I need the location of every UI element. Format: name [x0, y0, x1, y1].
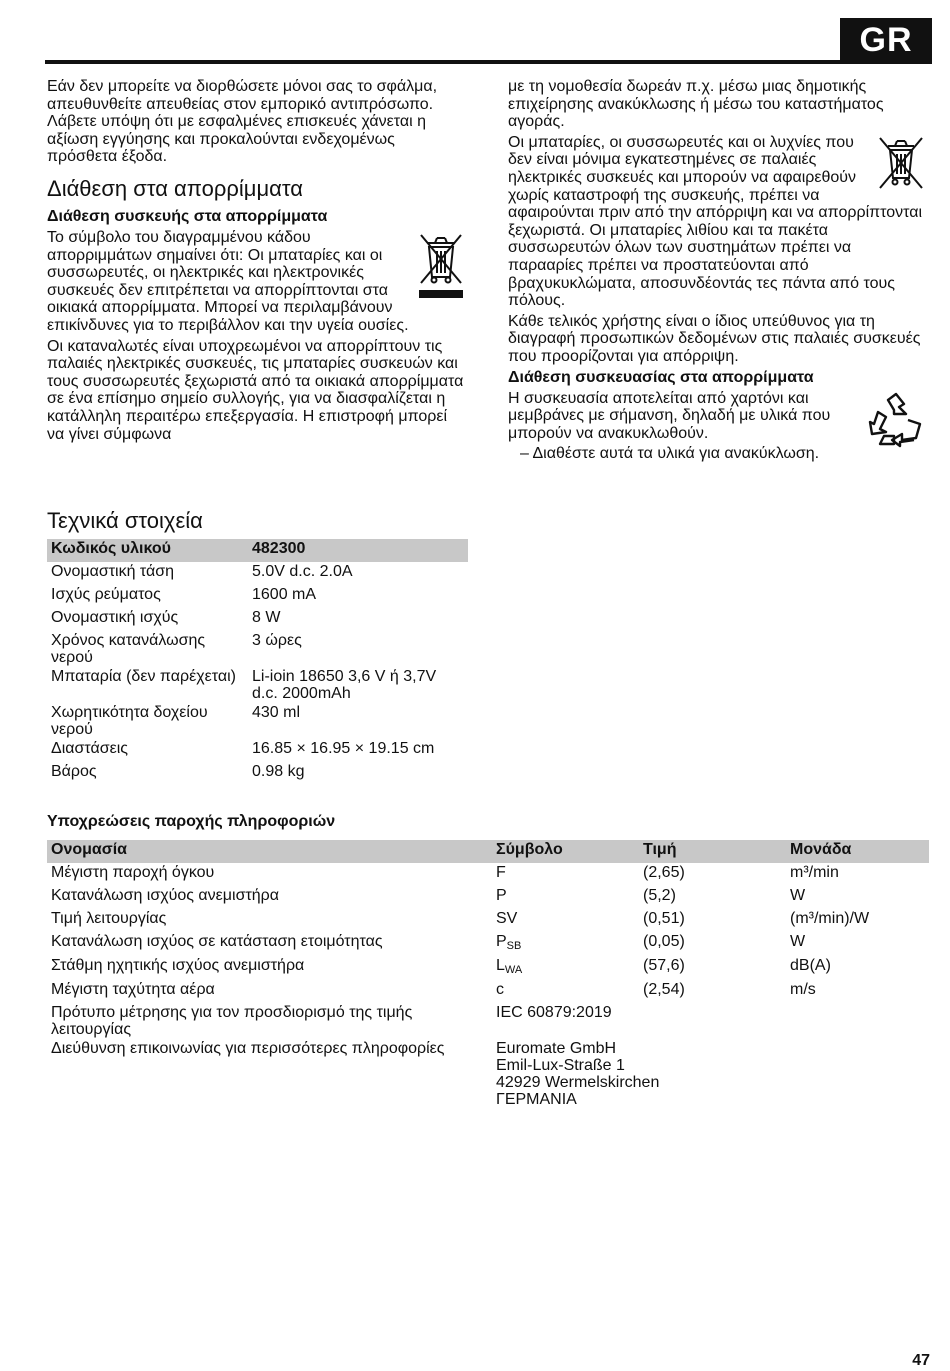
- language-tab: GR: [840, 18, 932, 62]
- row-unit: m³/min: [790, 864, 839, 881]
- row-value: (57,6): [643, 957, 685, 974]
- enduser-paragraph: Κάθε τελικός χρήστης είναι ο ίδιος υπεύθυνος για τη διαγραφή προσωπικών δεδομένων στις παλαιές συσκευές που προορίζονται για απόρριψη.: [508, 312, 921, 365]
- col-header-value: Τιμή: [643, 841, 677, 858]
- row-value: (5,2): [643, 887, 676, 904]
- table-row: [47, 762, 468, 785]
- table-row: [47, 1039, 929, 1109]
- packaging-paragraph: Η συσκευασία αποτελείται από χαρτόνι και μεμβράνες με σήμανση, δηλαδή με υλικά που μπορούν να ανακυκλωθούν.: [508, 389, 831, 442]
- information-obligations-title: Υποχρεώσεις παροχής πληροφοριών: [47, 813, 336, 830]
- address-line: ΓΕΡΜΑΝΙΑ: [496, 1091, 577, 1108]
- spec-value: 16.85 × 16.95 × 19.15 cm: [252, 740, 435, 757]
- table-row: [47, 956, 929, 980]
- packaging-title: Διάθεση συσκευασίας στα απορρίμματα: [508, 368, 814, 386]
- spec-value: 1600 mA: [252, 586, 317, 603]
- address-line: Euromate GmbH: [496, 1040, 617, 1057]
- spec-value: 3 ώρες: [252, 632, 302, 649]
- row-unit: m/s: [790, 981, 816, 998]
- table-row: [47, 1003, 929, 1039]
- table-row: [47, 667, 468, 703]
- spec-label: Ισχύς ρεύματος: [51, 586, 161, 603]
- symbol-subscript: WA: [504, 964, 523, 976]
- disposal-title: Διάθεση στα απορρίμματα: [47, 175, 303, 201]
- row-name: Τιμή λειτουργίας: [51, 910, 167, 927]
- table-row: [47, 703, 468, 739]
- spec-value: 8 W: [252, 609, 281, 626]
- row-value: (0,05): [643, 933, 685, 950]
- spec-label: Χρόνος κατανάλωσης νερού: [51, 632, 206, 666]
- crossed-bin-icon-2: [874, 134, 928, 197]
- symbol-text: P: [496, 933, 507, 950]
- page-number: 47: [912, 1352, 930, 1369]
- table-row: [47, 909, 929, 932]
- symbol-text: F: [496, 864, 506, 881]
- spec-label: Μπαταρία (δεν παρέχεται): [51, 668, 236, 685]
- spec-value: 0.98 kg: [252, 763, 305, 780]
- row-unit: W: [790, 887, 806, 904]
- standard-value: IEC 60879:2019: [496, 1004, 612, 1021]
- row-unit: dB(A): [790, 957, 831, 974]
- row-name: Στάθμη ηχητικής ισχύος ανεμιστήρα: [51, 957, 305, 974]
- batteries-paragraph: Οι μπαταρίες, οι συσσωρευτές και οι λυχνίες που δεν είναι μόνιμα εγκατεστημένες σε παλαιές ηλεκτρικές συσκευές και μπορούν να αφαιρεθούν χωρίς καταστροφή της συσκευής, πρέπει να αφαιρούνται πριν από την απόρριψη και να απορρίπτονται ξεχωριστά. Οι μπαταρίες λιθίου και τα πακέτα συσσωρευτών όλων των συστημάτων πρέπει να παρααρίες πρέπει να προστατεύονται από βραχυκυκλώματα, αποσυνδέοντάς τες πάντα από τους πόλους.: [508, 133, 923, 310]
- symbol-text: L: [496, 957, 505, 974]
- row-value: (2,65): [643, 864, 685, 881]
- address-line: 42929 Wermelskirchen: [496, 1074, 660, 1091]
- spec-value: 430 ml: [252, 704, 301, 721]
- row-value: (0,51): [643, 910, 685, 927]
- table-row: [47, 886, 929, 909]
- information-obligations-section: [47, 813, 929, 1109]
- continuation-paragraph: με τη νομοθεσία δωρεάν π.χ. μέσω μιας δημοτικής επιχείρησης ανακύκλωσης ή μέσω του καταστήματος αγοράς.: [508, 78, 884, 131]
- address-line: Emil-Lux-Straße 1: [496, 1057, 625, 1074]
- symbol-text: SV: [496, 910, 518, 927]
- row-symbol: [492, 932, 639, 956]
- information-table: [47, 840, 929, 1109]
- table-row: [47, 585, 468, 608]
- contact-label: Διεύθυνση επικοινωνίας για περισσότερες πληροφορίες: [51, 1040, 445, 1057]
- row-name: Κατανάλωση ισχύος ανεμιστήρα: [51, 887, 280, 904]
- symbol-text: c: [496, 981, 504, 998]
- recycle-instruction: – Διαθέστε αυτά τα υλικά για ανακύκλωση.: [520, 445, 820, 463]
- row-unit: (m³/min)/W: [790, 910, 870, 927]
- row-symbol: [492, 863, 639, 886]
- row-unit: W: [790, 933, 806, 950]
- row-symbol: [492, 956, 639, 980]
- row-value: (2,54): [643, 981, 685, 998]
- table-row: [47, 608, 468, 631]
- technical-data-title: Τεχνικά στοιχεία: [47, 508, 203, 533]
- table-row: [47, 863, 929, 886]
- col-header-name: Ονομασία: [51, 841, 127, 858]
- left-column: [47, 78, 467, 446]
- spec-value: Li-ioin 18650 3,6 V ή 3,7V d.c. 2000mAh: [252, 668, 437, 702]
- table-header-row: [47, 840, 929, 863]
- spec-label: Ονομαστική τάση: [51, 563, 175, 580]
- recycle-icon: [864, 390, 928, 455]
- row-name: Μέγιστη παροχή όγκου: [51, 864, 215, 881]
- bin-paragraph: Το σύμβολο του διαγραμμένου κάδου απορριμμάτων σημαίνει ότι: Οι μπαταρίες και οι συσσωρευτές, οι ηλεκτρικές και ηλεκτρονικές συσκευές δεν επιτρέπεται να απορρίπτονται στα οικιακά απορρίμματα. Μπορεί να περιλαμβάνουν επικίνδυνες για το περιβάλλον και την υγεία ουσίες.: [47, 228, 409, 334]
- symbol-subscript: SB: [506, 940, 522, 952]
- technical-data-table: [47, 539, 468, 785]
- right-column: [508, 78, 928, 466]
- intro-paragraph: Εάν δεν μπορείτε να διορθώσετε μόνοι σας το σφάλμα, απευθυνθείτε απευθείας στον εμπορικό αντιπρόσωπο. Λάβετε υπόψη ότι με εσφαλμένες επισκευές χάνεται η αξίωση εγγύησης και προκαλούνται ενδεχομένως πρόσθετα έξοδα.: [47, 78, 438, 166]
- contact-address: [492, 1039, 929, 1109]
- device-disposal-title: Διάθεση συσκευής στα απορρίμματα: [47, 207, 328, 225]
- table-row: [47, 562, 468, 585]
- row-symbol: [492, 980, 639, 1003]
- spec-label: Βάρος: [51, 763, 97, 780]
- spec-value: 5.0V d.c. 2.0A: [252, 563, 353, 580]
- table-row: [47, 631, 468, 667]
- crossed-bin-icon: [415, 229, 467, 306]
- material-code-value: 482300: [252, 540, 306, 557]
- top-rule: [45, 60, 932, 64]
- recycle-instruction-text: Διαθέστε αυτά τα υλικά για ανακύκλωση.: [532, 445, 820, 463]
- row-name: Μέγιστη ταχύτητα αέρα: [51, 981, 215, 998]
- spec-label: Διαστάσεις: [51, 740, 128, 757]
- material-code-label: Κωδικός υλικού: [51, 540, 171, 557]
- table-row: [47, 932, 929, 956]
- row-symbol: [492, 909, 639, 932]
- col-header-unit: Μονάδα: [790, 841, 852, 858]
- standard-label: Πρότυπο μέτρησης για τον προσδιορισμό της τιμής λειτουργίας: [51, 1004, 413, 1038]
- consumers-paragraph: Οι καταναλωτές είναι υποχρεωμένοι να απορρίπτουν τις παλαιές ηλεκτρικές συσκευές, τις μπαταρίες συσκευών και τους συσσωρευτές ξεχωριστά από τα οικιακά απορρίμματα σε ένα επίσημο σημείο συλλογής, για να διασφαλίζεται η κατάλληλη περαιτέρω επεξεργασία. Η επιστροφή μπορεί να γίνει σύμφωνα: [47, 337, 464, 443]
- row-name: Κατανάλωση ισχύος σε κατάσταση ετοιμότητας: [51, 933, 383, 950]
- table-header-row: [47, 539, 468, 562]
- table-row: [47, 980, 929, 1003]
- row-symbol: [492, 886, 639, 909]
- symbol-text: P: [496, 887, 507, 904]
- technical-data-section: [47, 508, 468, 785]
- spec-label: Χωρητικότητα δοχείου νερού: [51, 704, 208, 738]
- spec-label: Ονομαστική ισχύς: [51, 609, 179, 626]
- col-header-symbol: Σύμβολο: [496, 841, 563, 858]
- table-row: [47, 739, 468, 762]
